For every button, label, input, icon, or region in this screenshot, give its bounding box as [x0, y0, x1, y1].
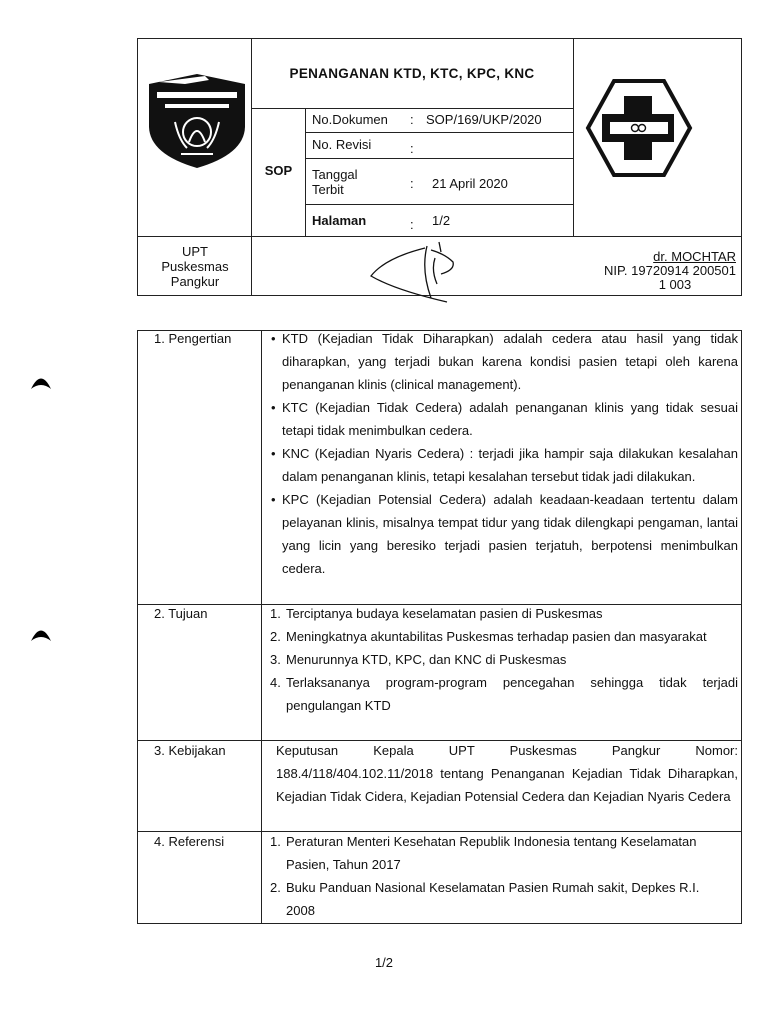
- section-label-kebijakan: 3. Kebijakan: [154, 743, 226, 758]
- page-number: 1/2: [374, 955, 394, 970]
- sop-label: SOP: [264, 163, 293, 178]
- list-item: • KTD (Kejadian Tidak Diharapkan) adalah cedera atau hasil yang tidak diharapkan, yang terjadi bukan karena kondisi pasien tetapi oleh karena penanganan klinis (clinical management).: [266, 327, 738, 396]
- signature-icon: [365, 240, 465, 306]
- document-title: PENANGANAN KTD, KTC, KPC, KNC: [289, 65, 535, 81]
- issued-label: Tanggal Terbit: [312, 167, 358, 197]
- section-kebijakan: Keputusan Kepala UPT Puskesmas Pangkur Nomor: 188.4/118/404.102.11/2018 tentang Penanganan Kejadian Tidak Diharapkan, Kejadian Tidak Cidera, Kejadian Potensial Cedera dan Kejadian Nyaris Cedera: [276, 743, 738, 804]
- list-item: 3. Menurunnya KTD, KPC, dan KNC di Puskesmas: [270, 652, 567, 667]
- separator: :: [410, 176, 414, 191]
- signer-nip: NIP. 19720914 200501: [603, 263, 736, 278]
- health-ministry-logo-icon: [584, 78, 694, 178]
- separator: :: [410, 217, 414, 232]
- list-item: • KPC (Kejadian Potensial Cedera) adalah keadaan-keadaan tertentu dalam pelayanan klinis, misalnya tempat tidur yang tidak dilengkapi pengaman, lantai yang licin yang beresiko terjadi pasien terjatuh, berpotensi menimbulkan cedera.: [266, 488, 738, 580]
- section-label-tujuan: 2. Tujuan: [154, 606, 208, 621]
- doc-no-label: No.Dokumen: [312, 112, 388, 127]
- page-value: 1/2: [432, 213, 451, 228]
- section-pengertian: [266, 327, 738, 580]
- list-item: 4. Terlaksananya program-program pencegahan sehingga tidak terjadi pengulangan KTD: [270, 675, 738, 713]
- list-item: 2. Buku Panduan Nasional Keselamatan Pasien Rumah sakit, Depkes R.I. 2008: [270, 880, 700, 918]
- binder-hole-icon: [30, 624, 52, 642]
- list-item: 2. Meningkatnya akuntabilitas Puskesmas terhadap pasien dan masyarakat: [270, 629, 707, 644]
- regency-emblem-icon: [145, 70, 249, 170]
- section-referensi: [266, 830, 706, 922]
- separator: :: [410, 141, 414, 156]
- page-label: Halaman: [312, 213, 367, 228]
- list-item: 1. Terciptanya budaya keselamatan pasien di Puskesmas: [270, 606, 603, 621]
- binder-hole-icon: [30, 372, 52, 390]
- list-item: 1. Peraturan Menteri Kesehatan Republik Indonesia tentang Keselamatan Pasien, Tahun 2017: [270, 834, 697, 872]
- revision-label: No. Revisi: [312, 137, 372, 152]
- list-item: • KNC (Kejadian Nyaris Cedera) : terjadi jika hampir saja dilakukan kesalahan dalam penanganan klinis, tetapi kesalahan tersebut tidak jadi dilakukan.: [266, 442, 738, 488]
- separator: :: [410, 112, 414, 127]
- organization-name: UPT Puskesmas Pangkur: [161, 244, 229, 289]
- signer-name: dr. MOCHTAR: [653, 249, 736, 264]
- section-label-pengertian: 1. Pengertian: [154, 331, 232, 346]
- section-tujuan: [266, 602, 738, 717]
- signer-block: [574, 250, 742, 292]
- doc-no-value: SOP/169/UKP/2020: [426, 112, 542, 127]
- section-label-referensi: 4. Referensi: [154, 834, 225, 849]
- issued-value: 21 April 2020: [432, 176, 508, 191]
- list-item: • KTC (Kejadian Tidak Cedera) adalah penanganan klinis yang tidak sesuai tetapi tidak menimbulkan cedera.: [266, 396, 738, 442]
- signer-nip-cont: 1 003: [658, 277, 692, 292]
